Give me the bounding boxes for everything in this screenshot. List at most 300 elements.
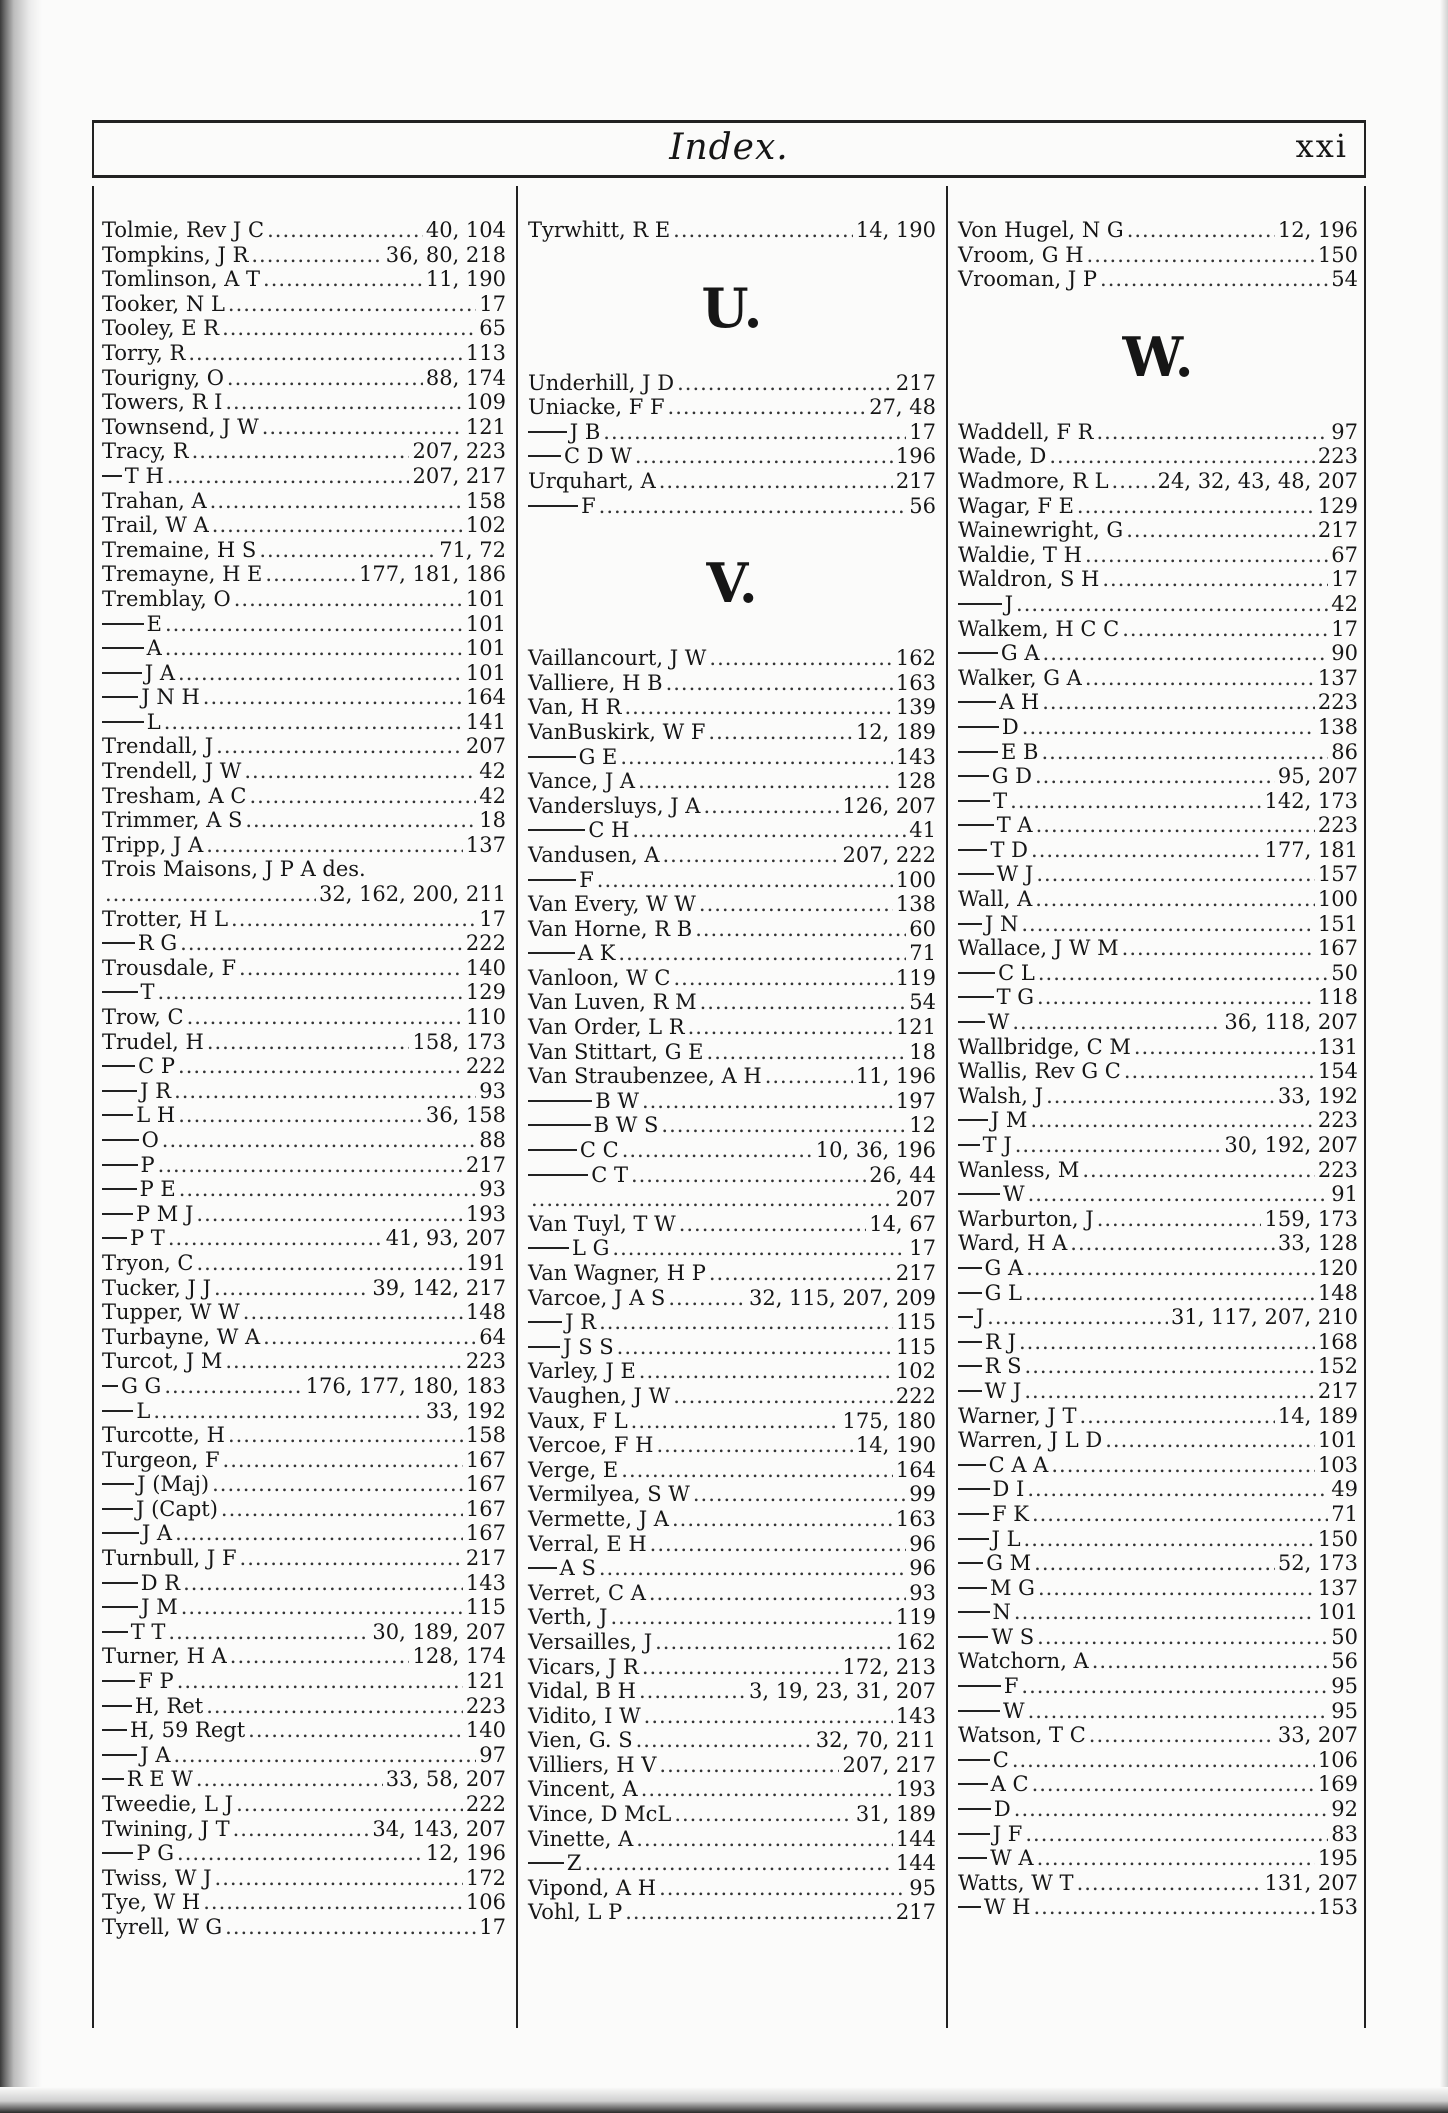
entry-name: Vincent, A (528, 1777, 638, 1802)
ditto-rule (958, 774, 989, 777)
entry-pages: 101 (465, 660, 506, 685)
entry-pages: 131, 207 (1264, 1870, 1358, 1895)
book-spine-shadow (0, 0, 42, 2113)
index-entry (958, 1133, 1358, 1158)
dot-leader (703, 794, 839, 819)
index-entry (102, 292, 506, 317)
entry-name: Villiers, H V (528, 1752, 657, 1777)
dot-leader (173, 1743, 476, 1768)
entry-name: R G (137, 931, 178, 956)
entry-name: Tresham, A C (102, 783, 247, 808)
entry-name: J S S (563, 1334, 614, 1359)
entry-name: N (992, 1600, 1011, 1625)
ditto-rule (102, 695, 138, 698)
ditto-rule (528, 1566, 557, 1569)
index-entry (958, 494, 1358, 519)
entry-pages: 56 (1331, 1649, 1358, 1674)
entry-pages: 128, 174 (412, 1644, 506, 1669)
index-entry (528, 1777, 936, 1802)
ditto-rule (102, 1212, 133, 1215)
entry-name: Van Straubenzee, A H (528, 1064, 762, 1089)
dot-leader (1077, 1871, 1262, 1896)
entry-pages: 88 (479, 1127, 506, 1152)
index-entry (102, 1915, 506, 1940)
entry-pages: 96 (909, 1556, 936, 1581)
entry-name: Townsend, J W (102, 414, 259, 439)
section-letter: W. (1122, 324, 1194, 389)
dot-leader (177, 1841, 423, 1866)
index-entry (958, 1797, 1358, 1822)
ditto-rule (958, 725, 999, 728)
entry-pages: 52, 173 (1277, 1551, 1358, 1576)
entry-pages: 100 (1317, 887, 1358, 912)
entry-pages: 157 (1317, 862, 1358, 887)
entry-pages: 217 (895, 1900, 936, 1925)
entry-pages: 143 (465, 1570, 506, 1595)
ditto-rule (958, 971, 995, 974)
entry-name: H, Ret (134, 1693, 204, 1718)
entry-pages: 141 (465, 709, 506, 734)
entry-pages: 86 (1331, 739, 1358, 764)
entry-name: Wanless, M (958, 1157, 1080, 1182)
dot-leader (597, 868, 893, 893)
entry-pages: 12, 189 (855, 719, 936, 744)
dot-leader (1037, 1846, 1315, 1871)
entry-pages: 195 (1317, 1846, 1358, 1871)
dot-leader (1038, 1576, 1315, 1601)
dot-leader (695, 917, 906, 942)
index-entry (958, 420, 1358, 445)
entry-name: T G (996, 985, 1035, 1010)
index-entry (958, 936, 1358, 961)
entry-name: Twiss, W J (102, 1865, 212, 1890)
dot-leader (765, 1064, 853, 1089)
entry-pages: 93 (479, 1078, 506, 1103)
entry-name: C P (138, 1054, 176, 1079)
entry-name: Verge, E (528, 1457, 619, 1482)
index-entry (102, 931, 506, 956)
entry-pages: 50 (1331, 1624, 1358, 1649)
index-entry (102, 415, 506, 440)
dot-leader (181, 1595, 463, 1620)
entry-pages: 137 (465, 832, 506, 857)
entry-name: F (581, 493, 596, 518)
index-entry (102, 587, 506, 612)
section-letter: U. (701, 275, 763, 340)
ditto-rule (958, 1856, 987, 1859)
entry-name: Vrooman, J P (958, 267, 1098, 292)
entry-name: J F (992, 1821, 1023, 1846)
dot-leader (214, 1276, 369, 1301)
entry-name: A K (577, 941, 616, 966)
index-entry (528, 1753, 936, 1778)
index-entry (958, 1158, 1358, 1183)
dot-leader (249, 784, 476, 809)
entry-pages: 115 (895, 1310, 936, 1335)
dot-leader (234, 587, 463, 612)
entry-pages: 144 (895, 1826, 936, 1851)
entry-name: J N (984, 911, 1019, 936)
dot-leader (225, 1349, 463, 1374)
ditto-rule (102, 474, 122, 477)
dot-leader (622, 1138, 813, 1163)
entry-name: J L (991, 1526, 1021, 1551)
entry-name: Van Luven, R M (528, 990, 697, 1015)
dot-leader (1034, 1551, 1275, 1576)
entry-name: B W (595, 1088, 639, 1113)
index-entry (528, 1900, 936, 1925)
index-entry (528, 420, 936, 445)
entry-name: Vicars, J R (528, 1654, 639, 1679)
dot-leader (1022, 715, 1315, 740)
index-entry (102, 1817, 506, 1842)
entry-name: W J (984, 1378, 1022, 1403)
dot-leader (216, 734, 463, 759)
index-entry (102, 1448, 506, 1473)
entry-pages: 121 (465, 414, 506, 439)
entry-name: Vandersluys, J A (528, 793, 701, 818)
index-entry (102, 366, 506, 391)
entry-name: J M (141, 1595, 178, 1620)
entry-pages: 40, 104 (425, 218, 506, 242)
dot-leader (666, 671, 893, 696)
index-entry (528, 1040, 936, 1065)
ditto-rule (528, 504, 578, 507)
index-entry (528, 1556, 936, 1581)
entry-name: Tooker, N L (102, 291, 225, 316)
entry-name: G E (578, 744, 618, 769)
entry-pages: 12, 196 (1277, 218, 1358, 242)
dot-leader (1035, 764, 1275, 789)
index-entry (102, 1767, 506, 1792)
dot-leader (1024, 1527, 1315, 1552)
dot-leader (236, 1792, 463, 1817)
dot-leader (1043, 641, 1329, 666)
entry-pages: 223 (1317, 444, 1358, 469)
entry-name: Waldie, T H (958, 542, 1082, 567)
page-header (92, 120, 1366, 178)
dot-leader (228, 1423, 463, 1448)
entry-name: Vien, G. S (528, 1728, 633, 1753)
index-entry (528, 794, 936, 819)
index-entry (958, 813, 1358, 838)
index-entry (528, 444, 936, 469)
dot-leader (1019, 1330, 1315, 1355)
entry-pages: 223 (1317, 690, 1358, 715)
dot-leader (635, 444, 893, 469)
ditto-rule (958, 1315, 973, 1318)
dot-leader (1038, 961, 1328, 986)
entry-pages: 36, 118, 207 (1224, 1010, 1358, 1035)
dot-leader (1122, 936, 1315, 961)
entry-pages: 128 (895, 769, 936, 794)
entry-name: L G (572, 1236, 610, 1261)
entry-pages: 191 (465, 1250, 506, 1275)
ditto-rule (958, 1586, 987, 1589)
entry-name: Tweedie, L J (102, 1792, 234, 1816)
entry-pages: 34, 143, 207 (372, 1816, 506, 1841)
entry-name: Tremaine, H S (102, 537, 257, 562)
entry-pages: 223 (465, 1349, 506, 1374)
ditto-rule (958, 799, 990, 802)
entry-name: Tompkins, J R (102, 242, 249, 267)
entry-name: C L (998, 960, 1035, 985)
index-column-2 (518, 186, 948, 2028)
index-entry (528, 745, 936, 770)
entry-pages: 158, 173 (412, 1029, 506, 1054)
entry-name: D R (140, 1570, 181, 1595)
ditto-rule (958, 823, 994, 826)
index-entry (958, 592, 1358, 617)
entry-pages: 176, 177, 180, 183 (305, 1373, 506, 1398)
entry-name: L (136, 1398, 151, 1423)
entry-name: Tupper, W W (102, 1300, 240, 1325)
index-column-1 (94, 186, 518, 2028)
entry-name: R E W (126, 1767, 193, 1792)
dot-leader (1032, 1502, 1328, 1527)
dot-leader (668, 395, 867, 420)
ditto-rule (102, 1630, 128, 1633)
dot-leader (1042, 690, 1315, 715)
ditto-rule (958, 995, 994, 998)
index-entry (958, 1551, 1358, 1576)
dot-leader (674, 1802, 853, 1827)
ditto-rule (102, 1138, 139, 1141)
dot-leader (233, 1817, 370, 1842)
entry-name: W (1002, 1698, 1025, 1723)
index-entry (528, 1113, 936, 1138)
ditto-rule (102, 941, 135, 944)
index-entry (528, 1015, 936, 1040)
ditto-rule (958, 1512, 989, 1515)
entry-pages: 217 (1317, 518, 1358, 543)
index-entry (528, 671, 936, 696)
entry-pages: 120 (1317, 1255, 1358, 1280)
entry-name: Tracy, R (102, 439, 189, 464)
entry-pages: 158 (465, 1423, 506, 1448)
index-entry (528, 1359, 936, 1384)
entry-pages: 36, 80, 218 (385, 242, 506, 267)
index-entry (958, 1207, 1358, 1232)
entry-pages: 50 (1331, 960, 1358, 985)
index-entry (102, 513, 506, 538)
entry-pages: 140 (465, 955, 506, 980)
ditto-rule (102, 1409, 133, 1412)
dot-leader (610, 1605, 892, 1630)
index-entry (958, 838, 1358, 863)
dot-leader (215, 1866, 463, 1891)
dot-leader (1049, 444, 1315, 469)
index-entry (528, 1138, 936, 1163)
ditto-rule (102, 1113, 133, 1116)
entry-name: Tremayne, H E (102, 562, 263, 587)
entry-name: Towers, R I (102, 390, 223, 415)
dot-leader (1085, 543, 1328, 568)
entry-name: Tooley, E R (102, 316, 220, 341)
ditto-rule (958, 1463, 986, 1466)
entry-name: D I (992, 1477, 1025, 1502)
index-entry (102, 1128, 506, 1153)
ditto-rule (102, 1236, 127, 1239)
dot-leader (221, 1497, 463, 1522)
ditto-rule (958, 1364, 982, 1367)
dot-leader (251, 243, 382, 268)
index-entry (528, 1851, 936, 1876)
index-entry (528, 818, 936, 843)
index-entry (102, 218, 506, 243)
dot-leader (625, 1900, 893, 1925)
dot-leader (210, 489, 463, 514)
dot-leader (673, 218, 853, 243)
dot-leader (1046, 1084, 1275, 1109)
dot-leader (599, 1310, 893, 1335)
index-entry (958, 1822, 1358, 1847)
entry-name: C H (588, 818, 630, 843)
ditto-rule (102, 671, 142, 674)
entry-name: Underhill, J D (528, 370, 675, 395)
entry-pages: 101 (465, 586, 506, 611)
index-entry (102, 1644, 506, 1669)
index-entry (528, 1581, 936, 1606)
index-entry (102, 316, 506, 341)
dot-leader (618, 941, 906, 966)
entry-name: Van Every, W W (528, 892, 696, 917)
ditto-rule (958, 1610, 990, 1613)
section-letter: V. (706, 551, 758, 616)
index-entry (102, 1226, 506, 1251)
ditto-rule (102, 1851, 133, 1854)
entry-name: C C (579, 1138, 619, 1163)
entry-pages: 162 (895, 1629, 936, 1654)
entry-pages: 11, 190 (425, 267, 506, 292)
entry-pages: 137 (1317, 1575, 1358, 1600)
dot-leader (263, 1325, 476, 1350)
ditto-rule (958, 1020, 985, 1023)
entry-name: Turcot, J M (102, 1349, 223, 1374)
index-entry (958, 1723, 1358, 1748)
index-entry (102, 808, 506, 833)
index-entry (102, 857, 506, 882)
index-entry (528, 395, 936, 420)
dot-leader (178, 1103, 423, 1128)
dot-leader (650, 1532, 907, 1557)
entry-pages: 222 (895, 1383, 936, 1408)
entry-name: Valliere, H B (528, 670, 663, 695)
index-entry (102, 1374, 506, 1399)
dot-leader (1024, 1379, 1315, 1404)
entry-name: T T (130, 1619, 166, 1644)
index-entry (528, 1728, 936, 1753)
entry-name: G A (984, 1255, 1024, 1280)
entry-name: Turcotte, H (102, 1423, 225, 1448)
entry-name: A H (999, 690, 1040, 715)
entry-name: Tourigny, O (102, 365, 224, 390)
ditto-rule (102, 1531, 139, 1534)
entry-name: Turner, H A (102, 1644, 227, 1669)
page-right-edge (1440, 0, 1448, 2113)
entry-pages: 223 (1317, 1108, 1358, 1133)
dot-leader (203, 685, 463, 710)
entry-pages: 49 (1331, 1477, 1358, 1502)
dot-leader (196, 1767, 383, 1792)
entry-pages: 197 (895, 1088, 936, 1113)
index-entry (958, 543, 1358, 568)
entry-pages: 172 (465, 1865, 506, 1890)
entry-pages: 90 (1331, 641, 1358, 666)
entry-name: J A (144, 660, 176, 685)
dot-leader (1077, 494, 1315, 519)
ditto-rule (958, 1192, 1000, 1195)
dot-leader (679, 1212, 867, 1237)
entry-name: J (Capt) (135, 1496, 218, 1521)
entry-name: Verth, J (528, 1605, 608, 1630)
dot-leader (659, 1876, 906, 1901)
dot-leader (1105, 1428, 1315, 1453)
entry-name: E B (1001, 739, 1039, 764)
entry-pages: 121 (895, 1015, 936, 1040)
ditto-rule (102, 1507, 133, 1510)
entry-pages: 150 (1317, 1526, 1358, 1551)
entry-name: Verral, E H (528, 1531, 647, 1556)
entry-name: G D (991, 764, 1032, 789)
entry-pages: 162 (895, 646, 936, 671)
index-entry (528, 218, 936, 243)
dot-leader (1032, 1772, 1315, 1797)
index-entry (102, 1866, 506, 1891)
entry-pages: 167 (465, 1447, 506, 1472)
index-entry (102, 1497, 506, 1522)
dot-leader (631, 1163, 866, 1188)
entry-pages: 101 (465, 636, 506, 661)
entry-pages: 99 (909, 1482, 936, 1507)
index-entry (958, 1674, 1358, 1699)
dot-leader (212, 513, 463, 538)
dot-leader (624, 695, 892, 720)
entry-pages: 193 (895, 1777, 936, 1802)
index-entry (102, 1202, 506, 1227)
index-entry (958, 1305, 1358, 1330)
entry-name: J A (140, 1742, 171, 1767)
dot-leader (227, 366, 423, 391)
entry-pages: 14, 190 (855, 1433, 936, 1458)
entry-name: G L (984, 1280, 1023, 1305)
dot-leader (599, 1556, 906, 1581)
dot-leader (228, 292, 476, 317)
entry-pages: 54 (1331, 267, 1358, 292)
index-entry (102, 538, 506, 563)
entry-name: Turbayne, W A (102, 1324, 261, 1349)
index-entry (528, 1384, 936, 1409)
dot-leader (1100, 267, 1328, 292)
entry-name: Wade, D (958, 444, 1047, 469)
ditto-rule (102, 1384, 118, 1387)
dot-leader (1031, 838, 1261, 863)
index-entry (528, 1409, 936, 1434)
dot-leader (612, 1236, 906, 1261)
dot-leader (636, 1728, 813, 1753)
entry-name: Vince, D McL (528, 1802, 672, 1827)
index-entry (102, 784, 506, 809)
dot-leader (1025, 1822, 1328, 1847)
index-entry (102, 956, 506, 981)
dot-leader (222, 316, 476, 341)
index-entry (958, 789, 1358, 814)
index-entry (528, 494, 936, 519)
entry-pages: 24, 32, 43, 48, 207 (1157, 468, 1358, 493)
index-entry (528, 371, 936, 396)
entry-name: J R (565, 1310, 597, 1335)
index-entry (102, 1300, 506, 1325)
